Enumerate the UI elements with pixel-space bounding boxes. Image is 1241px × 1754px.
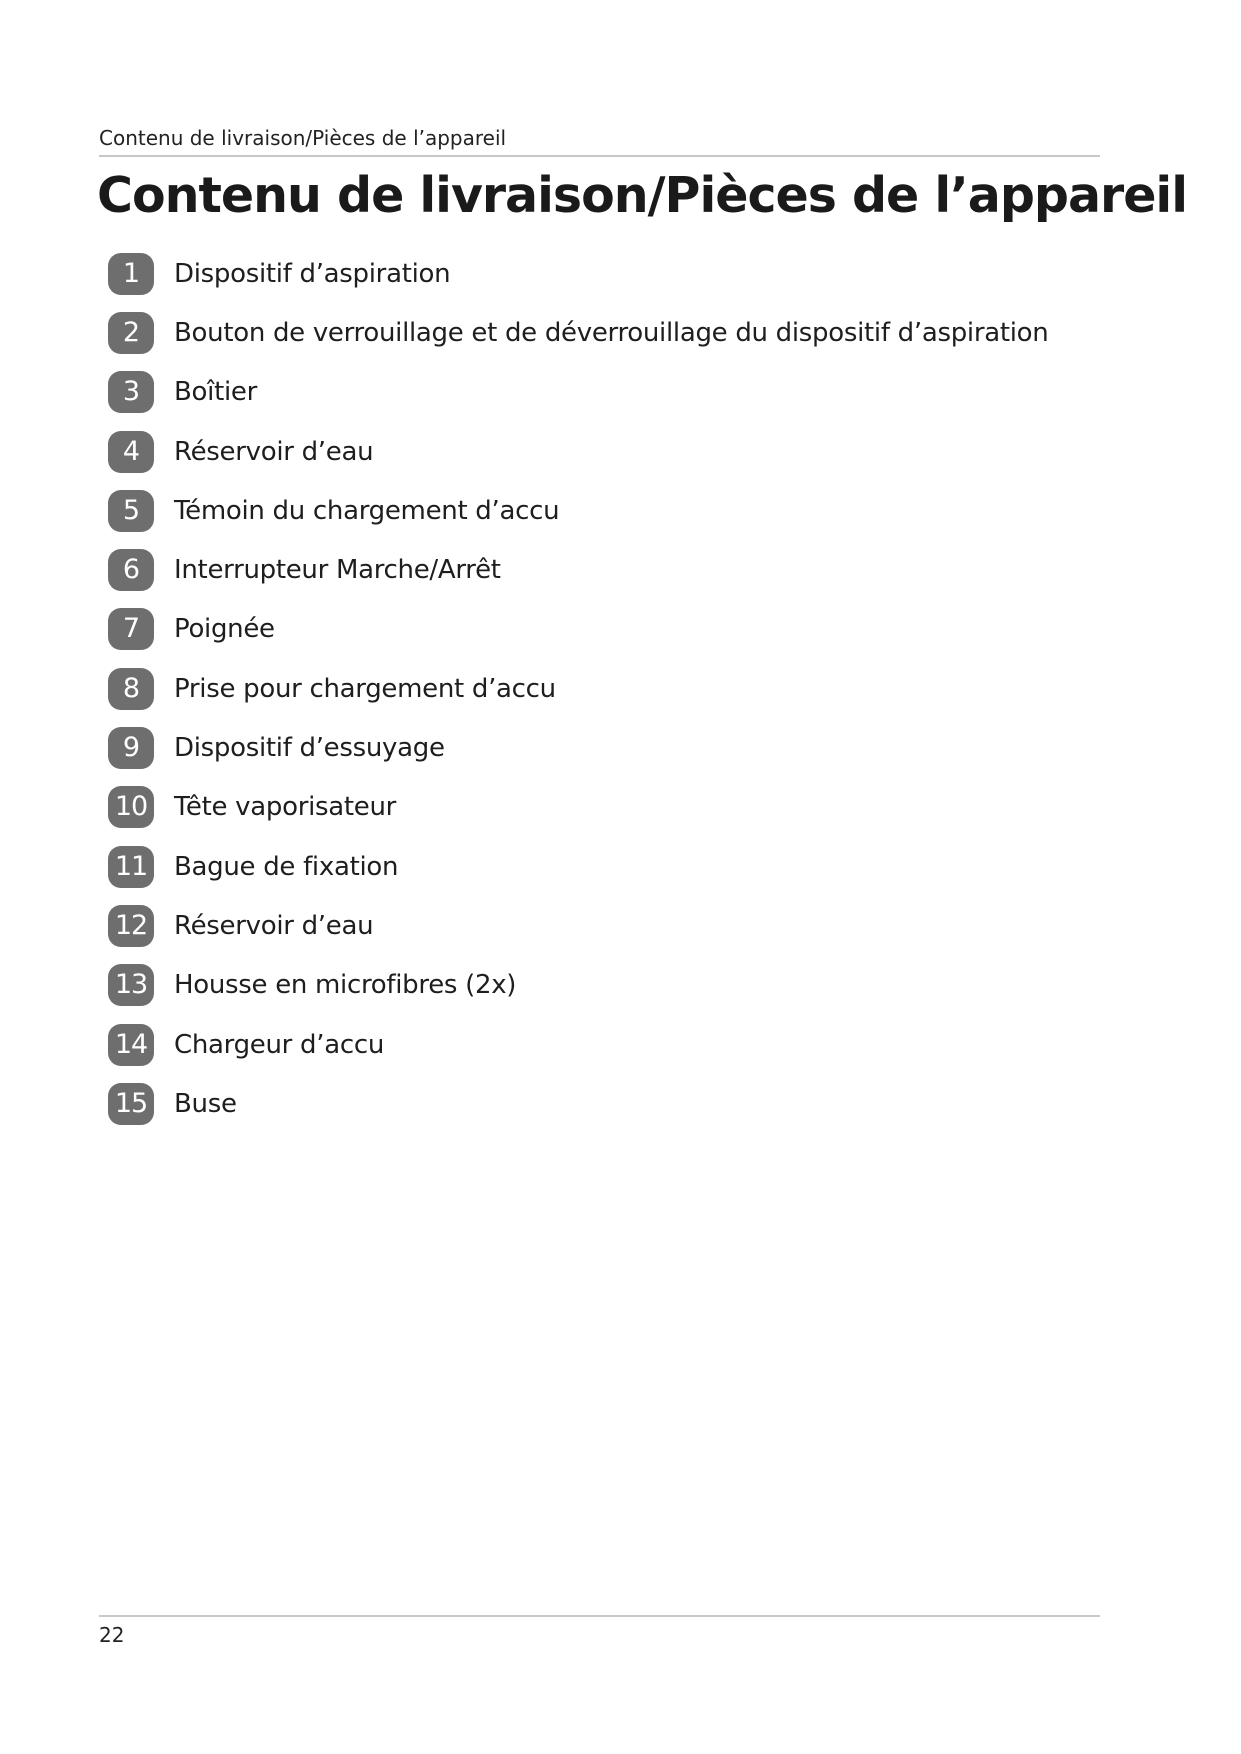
list-item [108, 363, 1048, 422]
part-number-badge: 11 [108, 846, 154, 888]
header-divider [99, 155, 1100, 157]
part-label: Témoin du chargement d’accu [174, 495, 560, 526]
part-label: Poignée [174, 614, 275, 645]
list-item [108, 718, 1048, 777]
part-label: Buse [174, 1088, 237, 1119]
part-number-badge: 6 [108, 549, 154, 591]
part-label: Boîtier [174, 377, 257, 408]
list-item [108, 600, 1048, 659]
part-number-badge: 12 [108, 905, 154, 947]
part-label: Housse en microfibres (2x) [174, 970, 517, 1001]
part-number-badge: 4 [108, 431, 154, 473]
list-item [108, 540, 1048, 599]
list-item [108, 422, 1048, 481]
list-item [108, 956, 1048, 1015]
part-number-badge: 15 [108, 1083, 154, 1125]
list-item [108, 659, 1048, 718]
part-number-badge: 1 [108, 253, 154, 295]
list-item [108, 481, 1048, 540]
part-number-badge: 2 [108, 312, 154, 354]
list-item [108, 303, 1048, 362]
part-label: Chargeur d’accu [174, 1029, 385, 1060]
part-number-badge: 7 [108, 608, 154, 650]
part-label: Réservoir d’eau [174, 910, 374, 941]
part-label: Interrupteur Marche/Arrêt [174, 555, 501, 586]
parts-list [108, 244, 1048, 1133]
part-number-badge: 10 [108, 786, 154, 828]
part-number-badge: 3 [108, 371, 154, 413]
list-item [108, 778, 1048, 837]
page-number: 22 [99, 1623, 125, 1647]
part-label: Réservoir d’eau [174, 436, 374, 467]
part-label: Prise pour chargement d’accu [174, 673, 556, 704]
part-label: Bague de fixation [174, 851, 399, 882]
part-number-badge: 9 [108, 727, 154, 769]
part-number-badge: 14 [108, 1024, 154, 1066]
list-item [108, 837, 1048, 896]
part-number-badge: 5 [108, 490, 154, 532]
part-label: Dispositif d’essuyage [174, 733, 445, 764]
footer-divider [99, 1615, 1100, 1617]
part-label: Dispositif d’aspiration [174, 258, 451, 289]
part-number-badge: 8 [108, 668, 154, 710]
page-title: Contenu de livraison/Pièces de l’appareil [97, 167, 1188, 224]
running-header: Contenu de livraison/Pièces de l’appareil [99, 126, 507, 150]
part-label: Tête vaporisateur [174, 792, 397, 823]
list-item [108, 244, 1048, 303]
list-item [108, 896, 1048, 955]
list-item [108, 1015, 1048, 1074]
part-label: Bouton de verrouillage et de déverrouillage du dispositif d’aspiration [174, 317, 1049, 348]
part-number-badge: 13 [108, 964, 154, 1006]
list-item [108, 1074, 1048, 1133]
